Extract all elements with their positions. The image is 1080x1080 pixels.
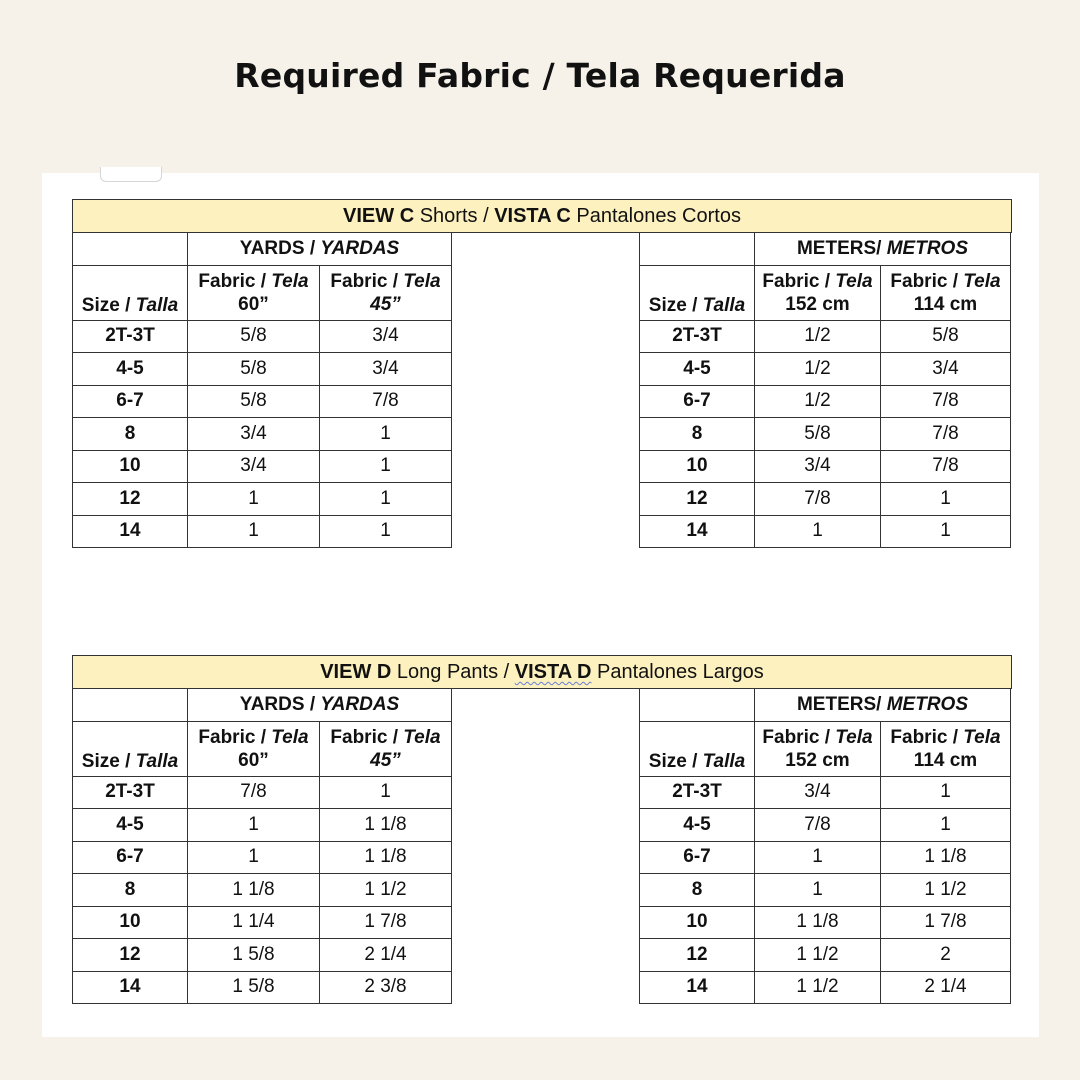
size-cell: 8: [640, 418, 755, 451]
unit-row: [640, 233, 1011, 266]
table-row: [73, 450, 452, 483]
amount-cell: 3/4: [188, 450, 320, 483]
view-code: VIEW C: [343, 205, 415, 227]
size-cell: 6-7: [640, 841, 755, 874]
amount-cell: 3/4: [881, 353, 1011, 386]
amount-cell: 7/8: [755, 483, 881, 516]
amount-cell: 7/8: [881, 418, 1011, 451]
size-label: Size /: [648, 294, 703, 316]
amount-cell: 3/4: [320, 353, 452, 386]
amount-cell: 1 1/8: [755, 906, 881, 939]
table-row: [640, 776, 1011, 809]
amount-cell: 5/8: [188, 353, 320, 386]
amount-cell: 1: [320, 776, 452, 809]
table-row: [73, 483, 452, 516]
unit-label: YARDS /: [239, 693, 321, 715]
unit-label: METERS/: [796, 237, 887, 259]
fabric-width-header: [881, 265, 1011, 320]
unit-label-spanish: YARDAS: [320, 237, 400, 259]
fabric-sheet: [42, 173, 1039, 1037]
fabric-width-header: [755, 721, 881, 776]
fabric-label: Fabric /: [762, 270, 836, 292]
column-header-row: [640, 265, 1011, 320]
fabric-width-header: [881, 721, 1011, 776]
fabric-width: 114 cm: [913, 749, 978, 771]
fabric-label-spanish: Tela: [835, 270, 873, 292]
amount-cell: 1: [188, 841, 320, 874]
size-cell: 14: [73, 971, 188, 1004]
unit-header: [188, 689, 452, 722]
fabric-label-spanish: Tela: [963, 270, 1001, 292]
fabric-label-spanish: Tela: [271, 270, 309, 292]
unit-row: [640, 689, 1011, 722]
unit-header: [188, 233, 452, 266]
amount-cell: 7/8: [188, 776, 320, 809]
amount-cell: 3/4: [188, 418, 320, 451]
blank-cell: [73, 689, 188, 722]
table-row: [73, 971, 452, 1004]
view-name: Shorts /: [414, 205, 495, 227]
size-cell: 2T-3T: [640, 320, 755, 353]
fabric-label: Fabric /: [198, 270, 272, 292]
fabric-label: Fabric /: [762, 726, 836, 748]
amount-cell: 2 3/8: [320, 971, 452, 1004]
amount-cell: 1: [320, 483, 452, 516]
amount-cell: 3/4: [320, 320, 452, 353]
table-row: [640, 320, 1011, 353]
table-row: [640, 939, 1011, 972]
unit-row: [73, 233, 452, 266]
amount-cell: 7/8: [881, 385, 1011, 418]
column-header-row: [640, 721, 1011, 776]
table-row: [640, 809, 1011, 842]
size-cell: 2T-3T: [73, 776, 188, 809]
size-cell: 4-5: [640, 809, 755, 842]
size-cell: 2T-3T: [73, 320, 188, 353]
table-row: [640, 971, 1011, 1004]
amount-cell: 1 1/2: [755, 971, 881, 1004]
blank-cell: [640, 689, 755, 722]
table-row: [640, 418, 1011, 451]
column-header-row: [73, 721, 452, 776]
size-cell: 14: [73, 515, 188, 548]
fabric-label: Fabric /: [890, 270, 964, 292]
table-row: [73, 809, 452, 842]
size-cell: 12: [640, 939, 755, 972]
size-label-spanish: Talla: [702, 750, 746, 772]
amount-cell: 1 5/8: [188, 971, 320, 1004]
amount-cell: 1: [320, 450, 452, 483]
unit-header: [755, 689, 1011, 722]
table-row: [73, 841, 452, 874]
view-code-spanish: VISTA D: [514, 661, 592, 683]
amount-cell: 1: [881, 809, 1011, 842]
view-header: [72, 199, 1012, 233]
amount-cell: 1 5/8: [188, 939, 320, 972]
amount-cell: 1/2: [755, 320, 881, 353]
amount-cell: 5/8: [188, 320, 320, 353]
amount-cell: 1 1/8: [188, 874, 320, 907]
amount-cell: 5/8: [881, 320, 1011, 353]
table-row: [73, 906, 452, 939]
fabric-label: Fabric /: [890, 726, 964, 748]
size-label-spanish: Talla: [702, 294, 746, 316]
view-name-spanish: Pantalones Cortos: [570, 205, 741, 227]
unit-label-spanish: METROS: [886, 693, 968, 715]
fabric-label-spanish: Tela: [963, 726, 1001, 748]
size-cell: 10: [73, 906, 188, 939]
view-name-spanish: Pantalones Largos: [591, 661, 764, 683]
view-name: Long Pants /: [391, 661, 515, 683]
size-cell: 8: [640, 874, 755, 907]
fabric-width-header: [320, 265, 452, 320]
amount-cell: 1 7/8: [881, 906, 1011, 939]
fabric-width-header: [188, 721, 320, 776]
amount-cell: 1 1/8: [320, 841, 452, 874]
amount-cell: 2 1/4: [320, 939, 452, 972]
size-cell: 14: [640, 515, 755, 548]
size-label: Size /: [648, 750, 703, 772]
amount-cell: 1: [320, 515, 452, 548]
unit-label: METERS/: [796, 693, 887, 715]
size-header: [640, 721, 755, 776]
table-row: [73, 515, 452, 548]
fabric-label-spanish: Tela: [271, 726, 309, 748]
amount-cell: 2: [881, 939, 1011, 972]
yards-table: [72, 688, 452, 1004]
amount-cell: 1: [881, 515, 1011, 548]
fabric-width: 60”: [238, 293, 269, 315]
amount-cell: 1: [881, 483, 1011, 516]
size-label-spanish: Talla: [135, 750, 179, 772]
table-row: [73, 320, 452, 353]
size-label: Size /: [81, 750, 136, 772]
view-code: VIEW D: [320, 661, 392, 683]
size-cell: 8: [73, 874, 188, 907]
fabric-width: 114 cm: [913, 293, 978, 315]
unit-label-spanish: METROS: [886, 237, 968, 259]
meters-table: [639, 688, 1011, 1004]
table-row: [73, 418, 452, 451]
table-row: [640, 841, 1011, 874]
amount-cell: 1 1/2: [755, 939, 881, 972]
amount-cell: 7/8: [881, 450, 1011, 483]
size-cell: 10: [640, 906, 755, 939]
amount-cell: 1: [188, 809, 320, 842]
size-cell: 6-7: [73, 385, 188, 418]
table-row: [73, 385, 452, 418]
size-header: [640, 265, 755, 320]
size-label-spanish: Talla: [135, 294, 179, 316]
size-cell: 6-7: [640, 385, 755, 418]
amount-cell: 1 1/2: [881, 874, 1011, 907]
unit-label: YARDS /: [239, 237, 321, 259]
size-cell: 2T-3T: [640, 776, 755, 809]
amount-cell: 1 1/2: [320, 874, 452, 907]
size-cell: 8: [73, 418, 188, 451]
amount-cell: 1/2: [755, 385, 881, 418]
sheet-tab: [100, 167, 162, 182]
fabric-width-header: [320, 721, 452, 776]
fabric-width: 60”: [238, 749, 269, 771]
size-cell: 6-7: [73, 841, 188, 874]
fabric-width-header: [755, 265, 881, 320]
amount-cell: 5/8: [755, 418, 881, 451]
size-header: [73, 721, 188, 776]
fabric-width-header: [188, 265, 320, 320]
fabric-width: 45”: [370, 293, 401, 315]
amount-cell: 5/8: [188, 385, 320, 418]
table-row: [640, 353, 1011, 386]
amount-cell: 1 7/8: [320, 906, 452, 939]
amount-cell: 1: [320, 418, 452, 451]
amount-cell: 1: [188, 515, 320, 548]
fabric-label: Fabric /: [198, 726, 272, 748]
fabric-label-spanish: Tela: [403, 726, 441, 748]
unit-label-spanish: YARDAS: [320, 693, 400, 715]
table-row: [640, 385, 1011, 418]
amount-cell: 1/2: [755, 353, 881, 386]
fabric-label-spanish: Tela: [403, 270, 441, 292]
fabric-label: Fabric /: [330, 726, 404, 748]
table-row: [640, 450, 1011, 483]
amount-cell: 1: [188, 483, 320, 516]
view-header: [72, 655, 1012, 689]
size-cell: 4-5: [73, 809, 188, 842]
amount-cell: 1 1/8: [320, 809, 452, 842]
size-cell: 10: [73, 450, 188, 483]
unit-row: [73, 689, 452, 722]
size-cell: 12: [73, 939, 188, 972]
table-row: [640, 483, 1011, 516]
size-label: Size /: [81, 294, 136, 316]
amount-cell: 1: [755, 515, 881, 548]
unit-header: [755, 233, 1011, 266]
size-cell: 12: [640, 483, 755, 516]
fabric-width: 45”: [370, 749, 401, 771]
amount-cell: 1 1/4: [188, 906, 320, 939]
amount-cell: 1 1/8: [881, 841, 1011, 874]
page-title: Required Fabric / Tela Requerida: [234, 56, 846, 95]
blank-cell: [73, 233, 188, 266]
column-header-row: [73, 265, 452, 320]
table-row: [640, 515, 1011, 548]
size-cell: 4-5: [640, 353, 755, 386]
amount-cell: 3/4: [755, 776, 881, 809]
meters-table: [639, 232, 1011, 548]
view-code-spanish: VISTA C: [494, 205, 571, 227]
table-row: [640, 906, 1011, 939]
amount-cell: 1: [755, 841, 881, 874]
size-cell: 4-5: [73, 353, 188, 386]
fabric-width: 152 cm: [785, 293, 850, 315]
amount-cell: 1: [755, 874, 881, 907]
table-row: [73, 776, 452, 809]
size-cell: 10: [640, 450, 755, 483]
size-cell: 14: [640, 971, 755, 1004]
table-row: [73, 874, 452, 907]
amount-cell: 7/8: [755, 809, 881, 842]
fabric-label: Fabric /: [330, 270, 404, 292]
table-row: [73, 353, 452, 386]
amount-cell: 3/4: [755, 450, 881, 483]
size-cell: 12: [73, 483, 188, 516]
blank-cell: [640, 233, 755, 266]
amount-cell: 7/8: [320, 385, 452, 418]
fabric-label-spanish: Tela: [835, 726, 873, 748]
size-header: [73, 265, 188, 320]
table-row: [73, 939, 452, 972]
amount-cell: 2 1/4: [881, 971, 1011, 1004]
fabric-width: 152 cm: [785, 749, 850, 771]
amount-cell: 1: [881, 776, 1011, 809]
yards-table: [72, 232, 452, 548]
table-row: [640, 874, 1011, 907]
